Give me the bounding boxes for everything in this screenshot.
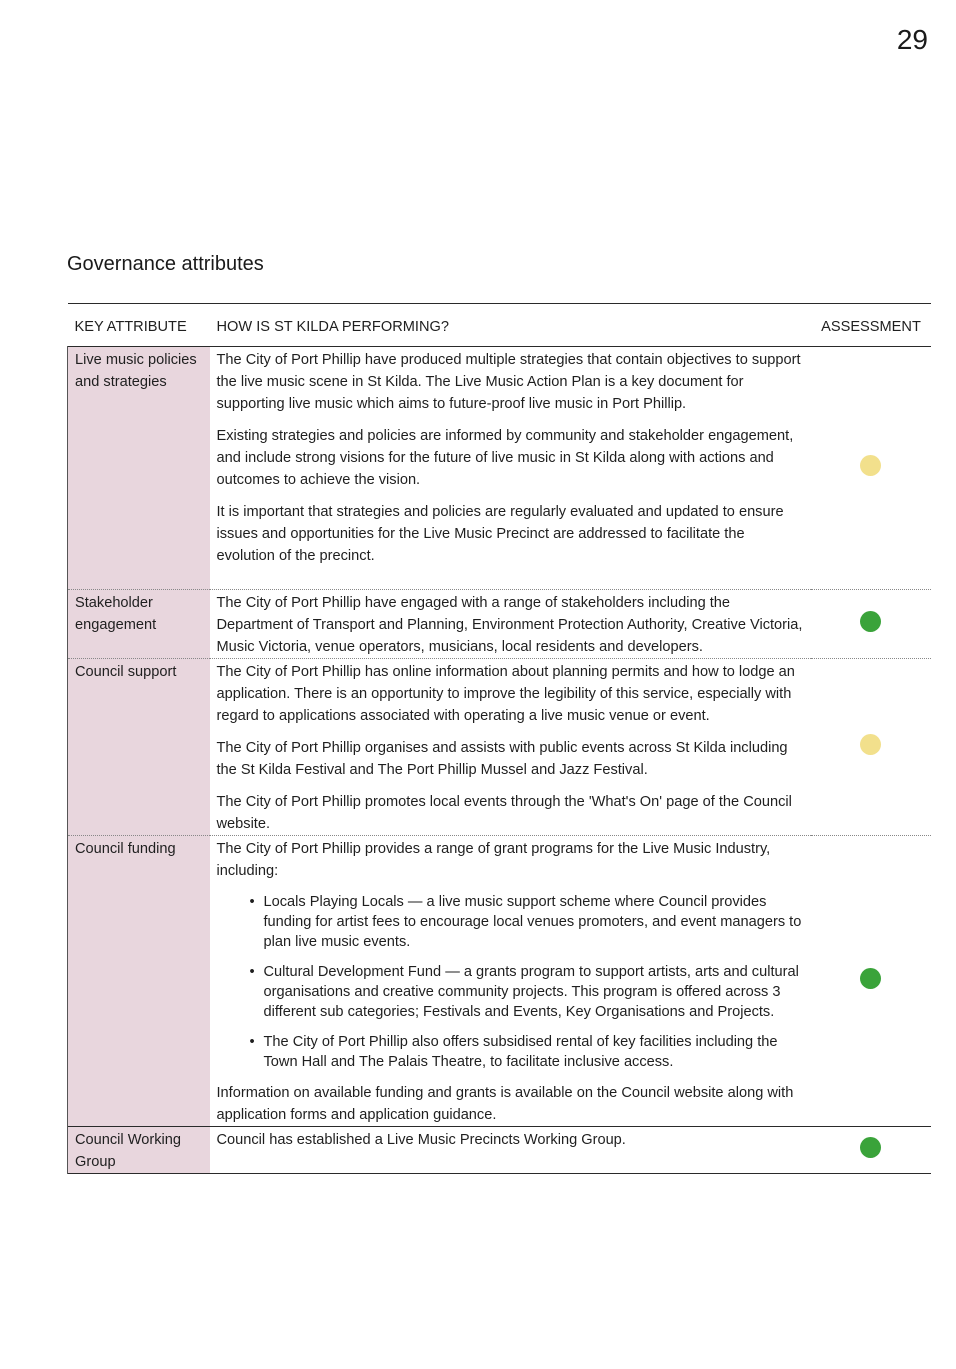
description-outro: Information on available funding and grants is available on the Council website along with application forms and application guidance. <box>216 1085 794 1123</box>
description-cell <box>210 836 811 1127</box>
attribute-cell: Live music policies and strategies <box>68 347 210 590</box>
table-header-row <box>68 304 931 347</box>
governance-table <box>67 303 930 1174</box>
attribute-cell: Stakeholder engagement <box>68 590 210 659</box>
funding-list <box>217 892 804 1072</box>
table-row <box>68 347 931 590</box>
list-item: • The City of Port Phillip also offers subsidised rental of key facilities including the Town Hall and The Palais Theatre, to facilitate inclusive access. <box>264 1032 804 1072</box>
description-intro: The City of Port Phillip provides a range of grant programs for the Live Music Industry, including: <box>216 841 771 879</box>
description-paragraph: The City of Port Phillip have produced multiple strategies that contain objectives to support the live music scene in St Kilda. The Live Music Action Plan is a key document for supporting live music which aims to future-proof live music in Port Phillip. <box>216 352 801 412</box>
description-cell <box>210 590 811 659</box>
description-paragraph: Council has established a Live Music Precincts Working Group. <box>216 1132 626 1148</box>
table-row <box>68 659 931 836</box>
section-title: Governance attributes <box>67 253 264 275</box>
description-cell <box>210 659 811 836</box>
assessment-cell <box>811 590 931 659</box>
description-paragraph: The City of Port Phillip has online information about planning permits and how to lodge an application. There is an opportunity to improve the legibility of this service, especially with regard to applications associated with operating a live music venue or event. <box>216 664 795 724</box>
attribute-cell: Council Working Group <box>68 1127 210 1174</box>
table-row <box>68 590 931 659</box>
description-paragraph: The City of Port Phillip have engaged with a range of stakeholders including the Department of Transport and Planning, Environment Protection Authority, Creative Victoria, Music Victoria, venue operators, musicians, local residents and developers. <box>216 595 803 655</box>
description-paragraph: The City of Port Phillip promotes local events through the 'What's On' page of the Council website. <box>216 794 792 832</box>
header-key-attribute: KEY ATTRIBUTE <box>74 318 187 335</box>
description-paragraph: Existing strategies and policies are informed by community and stakeholder engagement, and include strong visions for the future of live music in St Kilda along with actions and outcomes to achieve the vision. <box>216 428 794 488</box>
description-paragraph: The City of Port Phillip organises and assists with public events across St Kilda including the St Kilda Festival and The Port Phillip Mussel and Jazz Festival. <box>216 740 788 778</box>
assessment-dot-green <box>860 1137 881 1158</box>
list-item: • Cultural Development Fund — a grants program to support artists, arts and cultural organisations and creative community projects. This program is offered across 3 different sub categories; Festivals and Events, Key Organisations and Projects. <box>264 962 804 1022</box>
header-assessment: ASSESSMENT <box>821 318 921 335</box>
attribute-cell: Council funding <box>68 836 210 1127</box>
description-cell <box>210 1127 811 1174</box>
table-row <box>68 836 931 1127</box>
description-cell <box>210 347 811 590</box>
assessment-table <box>67 303 931 1174</box>
assessment-dot-yellow <box>860 455 881 476</box>
header-performance: HOW IS ST KILDA PERFORMING? <box>216 318 449 335</box>
assessment-cell <box>811 1127 931 1174</box>
page-number: 29 <box>896 24 928 55</box>
assessment-cell <box>811 836 931 1127</box>
description-paragraph: It is important that strategies and policies are regularly evaluated and updated to ensure issues and opportunities for the Live Music Precinct are addressed to facilitate the evolution of the precinct. <box>216 504 784 564</box>
assessment-dot-green <box>860 968 881 989</box>
list-item: • Locals Playing Locals — a live music support scheme where Council provides funding for artist fees to encourage local venues promoters, and event managers to plan live music events. <box>264 892 804 952</box>
assessment-dot-green <box>860 611 881 632</box>
assessment-cell <box>811 659 931 836</box>
assessment-cell <box>811 347 931 590</box>
attribute-cell: Council support <box>68 659 210 836</box>
assessment-dot-yellow <box>860 734 881 755</box>
table-row <box>68 1127 931 1174</box>
